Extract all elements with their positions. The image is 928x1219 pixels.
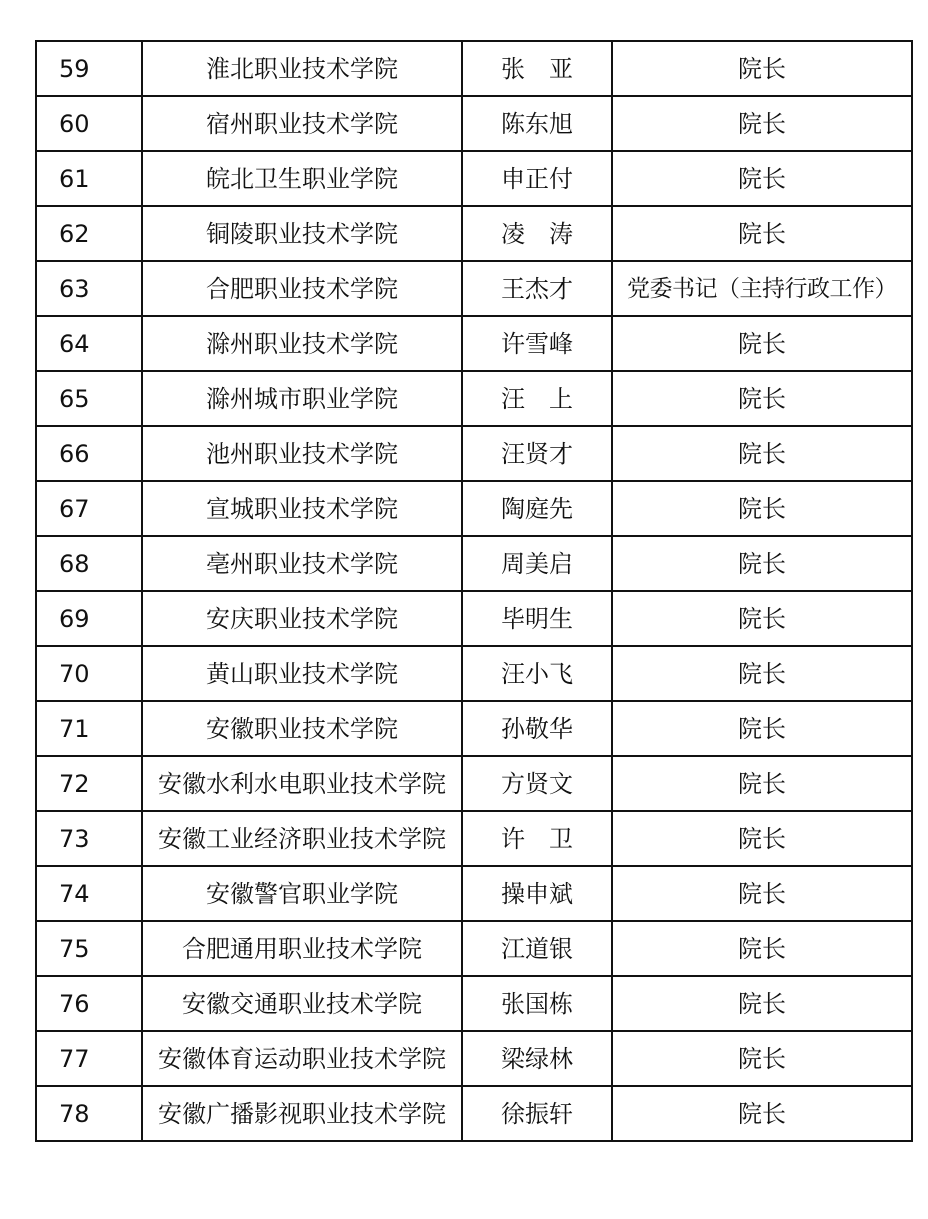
school-name-cell: 宿州职业技术学院 <box>142 96 462 151</box>
person-name-cell: 方贤文 <box>462 756 612 811</box>
position-title-cell: 院长 <box>612 96 912 151</box>
position-title-cell: 院长 <box>612 371 912 426</box>
position-title-cell: 院长 <box>612 206 912 261</box>
person-name-cell: 许 卫 <box>462 811 612 866</box>
table-row <box>36 151 912 206</box>
school-name-cell: 合肥职业技术学院 <box>142 261 462 316</box>
person-name-cell: 王杰才 <box>462 261 612 316</box>
row-number-cell: 71 <box>36 701 142 756</box>
school-name-cell: 亳州职业技术学院 <box>142 536 462 591</box>
position-title-cell: 院长 <box>612 41 912 96</box>
table-row <box>36 481 912 536</box>
table-row <box>36 976 912 1031</box>
row-number-cell: 67 <box>36 481 142 536</box>
school-name-cell: 宣城职业技术学院 <box>142 481 462 536</box>
position-title-cell: 院长 <box>612 1031 912 1086</box>
person-name-cell: 毕明生 <box>462 591 612 646</box>
table-row <box>36 811 912 866</box>
school-name-cell: 安徽广播影视职业技术学院 <box>142 1086 462 1141</box>
position-title-cell: 院长 <box>612 316 912 371</box>
row-number-cell: 69 <box>36 591 142 646</box>
row-number-cell: 75 <box>36 921 142 976</box>
row-number-cell: 72 <box>36 756 142 811</box>
position-title-cell: 院长 <box>612 591 912 646</box>
person-name-cell: 徐振轩 <box>462 1086 612 1141</box>
table-row <box>36 921 912 976</box>
table-row <box>36 1031 912 1086</box>
person-name-cell: 陶庭先 <box>462 481 612 536</box>
school-name-cell: 黄山职业技术学院 <box>142 646 462 701</box>
person-name-cell: 陈东旭 <box>462 96 612 151</box>
row-number-cell: 63 <box>36 261 142 316</box>
person-name-cell: 汪 上 <box>462 371 612 426</box>
row-number-cell: 66 <box>36 426 142 481</box>
school-name-cell: 安徽职业技术学院 <box>142 701 462 756</box>
person-name-cell: 江道银 <box>462 921 612 976</box>
row-number-cell: 64 <box>36 316 142 371</box>
row-number-cell: 65 <box>36 371 142 426</box>
position-title-cell: 院长 <box>612 866 912 921</box>
school-name-cell: 淮北职业技术学院 <box>142 41 462 96</box>
table-row <box>36 316 912 371</box>
position-title-cell: 院长 <box>612 1086 912 1141</box>
row-number-cell: 74 <box>36 866 142 921</box>
table-row <box>36 371 912 426</box>
roster-table <box>35 40 913 1142</box>
school-name-cell: 池州职业技术学院 <box>142 426 462 481</box>
school-name-cell: 滁州职业技术学院 <box>142 316 462 371</box>
school-name-cell: 安徽水利水电职业技术学院 <box>142 756 462 811</box>
position-title-cell: 院长 <box>612 426 912 481</box>
person-name-cell: 张国栋 <box>462 976 612 1031</box>
person-name-cell: 周美启 <box>462 536 612 591</box>
table-row <box>36 41 912 96</box>
table-row <box>36 96 912 151</box>
position-title-cell: 党委书记（主持行政工作） <box>612 261 912 316</box>
school-name-cell: 安徽交通职业技术学院 <box>142 976 462 1031</box>
person-name-cell: 孙敬华 <box>462 701 612 756</box>
school-name-cell: 皖北卫生职业学院 <box>142 151 462 206</box>
row-number-cell: 70 <box>36 646 142 701</box>
position-title-cell: 院长 <box>612 976 912 1031</box>
position-title-cell: 院长 <box>612 151 912 206</box>
table-row <box>36 1086 912 1141</box>
position-title-cell: 院长 <box>612 701 912 756</box>
row-number-cell: 73 <box>36 811 142 866</box>
row-number-cell: 77 <box>36 1031 142 1086</box>
person-name-cell: 凌 涛 <box>462 206 612 261</box>
row-number-cell: 68 <box>36 536 142 591</box>
roster-table-body <box>36 41 912 1141</box>
position-title-cell: 院长 <box>612 756 912 811</box>
table-row <box>36 591 912 646</box>
person-name-cell: 汪贤才 <box>462 426 612 481</box>
row-number-cell: 62 <box>36 206 142 261</box>
person-name-cell: 梁绿林 <box>462 1031 612 1086</box>
table-row <box>36 206 912 261</box>
position-title-cell: 院长 <box>612 646 912 701</box>
row-number-cell: 78 <box>36 1086 142 1141</box>
school-name-cell: 安庆职业技术学院 <box>142 591 462 646</box>
table-row <box>36 261 912 316</box>
table-row <box>36 866 912 921</box>
table-row <box>36 756 912 811</box>
table-row <box>36 536 912 591</box>
row-number-cell: 61 <box>36 151 142 206</box>
position-title-cell: 院长 <box>612 921 912 976</box>
school-name-cell: 滁州城市职业学院 <box>142 371 462 426</box>
position-title-cell: 院长 <box>612 536 912 591</box>
person-name-cell: 张 亚 <box>462 41 612 96</box>
school-name-cell: 合肥通用职业技术学院 <box>142 921 462 976</box>
person-name-cell: 汪小飞 <box>462 646 612 701</box>
table-row <box>36 701 912 756</box>
row-number-cell: 60 <box>36 96 142 151</box>
school-name-cell: 安徽体育运动职业技术学院 <box>142 1031 462 1086</box>
table-row <box>36 646 912 701</box>
school-name-cell: 安徽工业经济职业技术学院 <box>142 811 462 866</box>
row-number-cell: 59 <box>36 41 142 96</box>
school-name-cell: 铜陵职业技术学院 <box>142 206 462 261</box>
school-name-cell: 安徽警官职业学院 <box>142 866 462 921</box>
person-name-cell: 操申斌 <box>462 866 612 921</box>
table-row <box>36 426 912 481</box>
position-title-cell: 院长 <box>612 811 912 866</box>
person-name-cell: 申正付 <box>462 151 612 206</box>
row-number-cell: 76 <box>36 976 142 1031</box>
position-title-cell: 院长 <box>612 481 912 536</box>
person-name-cell: 许雪峰 <box>462 316 612 371</box>
